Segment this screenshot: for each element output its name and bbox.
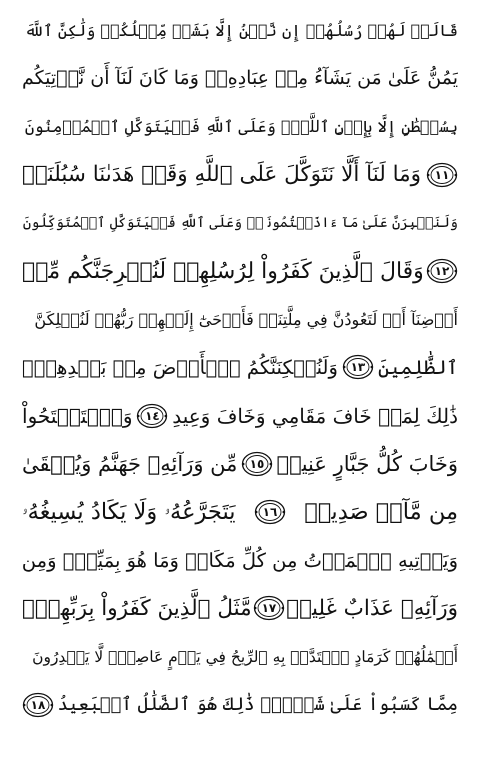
verse-line [22, 247, 458, 295]
ayah-number-marker [22, 692, 54, 718]
verse-lines [22, 6, 458, 729]
verse-line [22, 295, 458, 343]
verse-line [22, 440, 458, 488]
ayah-number: ١٥ [249, 456, 265, 471]
ayah-number-marker [253, 595, 285, 621]
verse-text: وَخَابَ كُلُّ جَبَّارٍ عَنِيدٖ [276, 451, 458, 476]
verse-line [22, 151, 458, 199]
verse-line [22, 488, 458, 536]
verse-line [22, 343, 458, 391]
verse-text: وَٱسۡتَفۡتَحُواْ [22, 403, 133, 428]
verse-line [22, 6, 458, 54]
verse-line [22, 199, 458, 247]
verse-text: وَمَا لَنَآ أَلَّا نَتَوَكَّلَ عَلَى ٱللَّهِ وَقَدۡ هَدَىٰنَا سُبُلَنَاۚ [22, 162, 422, 188]
verse-text: أَرۡضِنَآ أَوۡ لَتَعُودُنَّ فِي مِلَّتِنَاۖ فَأَوۡحَىٰٓ إِلَيۡهِمۡ رَبُّهُمۡ لَنُهۡلِكَنَّ [34, 309, 458, 329]
ayah-number-marker [241, 451, 273, 477]
verse-line [22, 102, 458, 150]
verse-text: قَالَتۡ لَهُمۡ رُسُلُهُمۡ إِن نَّحۡنُ إِلَّا بَشَرٞ مِّثۡلُكُمۡ وَلَٰكِنَّ ٱللَّهَ [24, 20, 458, 40]
ayah-number-marker [136, 403, 168, 429]
verse-line [22, 632, 458, 680]
ayah-number: ١١ [434, 167, 450, 182]
verse-line [22, 392, 458, 440]
verse-text: مِّن وَرَآئِهِۦ جَهَنَّمُ وَيُسۡقَىٰ [22, 451, 238, 476]
verse-line [22, 584, 458, 632]
verse-text: أَعۡمَٰلُهُمۡ كَرَمَادٍ ٱشۡتَدَّتۡ بِهِ ٱلرِّيحُ فِي يَوۡمٍ عَاصِفٖۖ لَّا يَقۡدِرُونَ [32, 647, 458, 666]
verse-text: يَتَجَرَّعُهُۥ وَلَا يَكَادُ يُسِيغُهُۥ [22, 498, 236, 525]
ayah-number: ١٦ [262, 504, 278, 519]
ayah-number-marker [254, 499, 286, 525]
verse-text: ذَٰلِكَ لِمَنۡ خَافَ مَقَامِي وَخَافَ وَعِيدِ [172, 403, 458, 428]
ayah-number-marker [426, 258, 458, 284]
verse-text: وَلَنَصۡبِرَنَّ عَلَىٰ مَآ ءَاذَيۡتُمُونَاۚ وَعَلَى ٱللَّهِ فَلۡيَتَوَكَّلِ ٱلۡمُتَوَكِّلُونَ [22, 214, 458, 231]
ayah-number: ١٧ [261, 601, 277, 616]
verse-line [22, 54, 458, 102]
verse-text: مِن مَّآءٖ صَدِيدٖ [304, 498, 458, 525]
verse-line [22, 536, 458, 584]
verse-text: ٱلظَّٰلِمِينَ [378, 355, 458, 379]
verse-text: يَمُنُّ عَلَىٰ مَن يَشَآءُ مِنۡ عِبَادِهِۦۖ وَمَا كَانَ لَنَآ أَن نَّأۡتِيَكُم [22, 67, 458, 90]
verse-text: مَّثَلُ ٱلَّذِينَ كَفَرُواْ بِرَبِّهِمۡۖ [22, 595, 252, 621]
verse-line [22, 681, 458, 729]
ayah-number: ١٢ [434, 264, 450, 279]
verse-text: وَقَالَ ٱلَّذِينَ كَفَرُواْ لِرُسُلِهِمۡ لَنُخۡرِجَنَّكُم مِّنۡ [22, 258, 424, 284]
ayah-number-marker [426, 162, 458, 188]
ayah-number-marker [342, 354, 374, 380]
ayah-number: ١٨ [30, 697, 46, 712]
verse-text: مِمَّا كَسَبُواْ عَلَىٰ شَيۡءٖۚ ذَٰلِكَ هُوَ ٱلضَّلَٰلُ ٱلۡبَعِيدُ [57, 694, 458, 716]
ayah-number: ١٤ [145, 408, 160, 423]
verse-text: وَيَأۡتِيهِ ٱلۡمَوۡتُ مِن كُلِّ مَكَانٖ وَمَا هُوَ بِمَيِّتٖۖ وَمِن [22, 548, 458, 572]
verse-text: وَرَآئِهِۦ عَذَابٌ غَلِيظٞ [286, 595, 458, 621]
verse-text: وَلَنُسۡكِنَنَّكُمُ ٱلۡأَرۡضَ مِنۢ بَعۡدِهِمۡۚ [22, 355, 338, 379]
ayah-number: ١٣ [350, 360, 366, 375]
verse-text: بِسُلۡطَٰنٍ إِلَّا بِإِذۡنِ ٱللَّهِۚ وَعَلَى ٱللَّهِ فَلۡيَتَوَكَّلِ ٱلۡمُؤۡمِنُونَ [24, 116, 458, 136]
